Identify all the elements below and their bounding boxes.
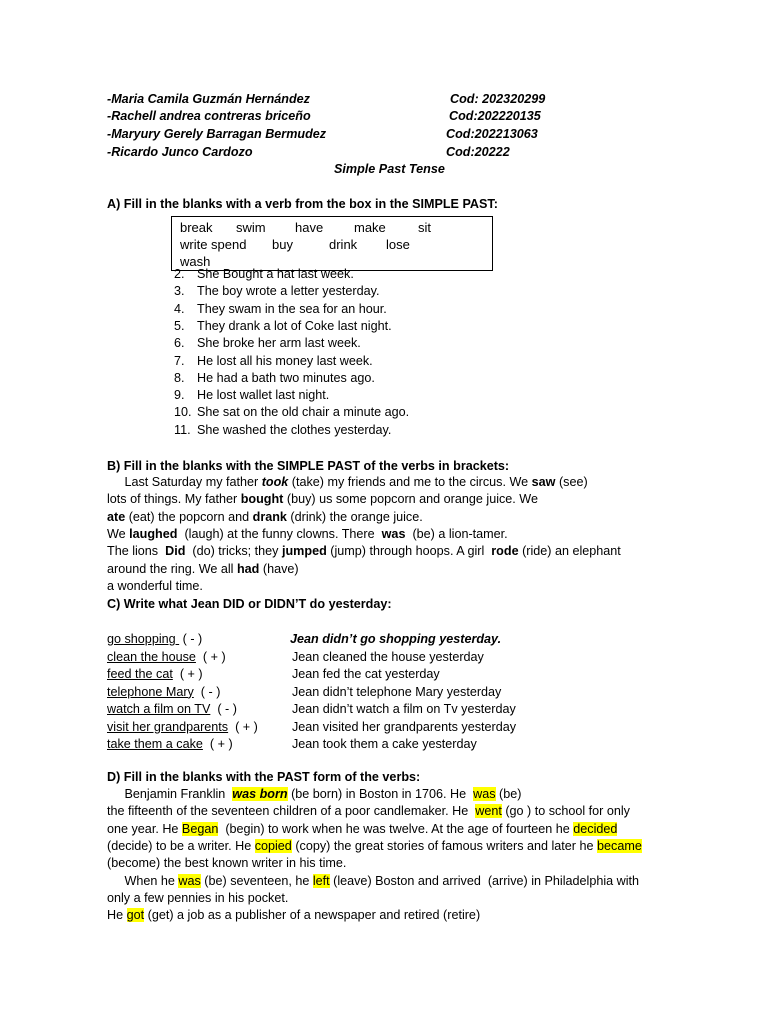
text-run: (eat) the popcorn and <box>125 509 253 524</box>
answer-word: laughed <box>129 526 178 541</box>
page-title: Simple Past Tense <box>334 162 445 176</box>
text-run: (be born) in Boston in 1706. He <box>287 787 474 801</box>
text-run: one year. He <box>107 821 182 836</box>
list-item-text: She broke her arm last week. <box>197 336 361 351</box>
section-a-heading: A) Fill in the blanks with a verb from the box in the SIMPLE PAST: <box>107 197 498 211</box>
paragraph-line <box>107 890 288 907</box>
prompt-verb: feed the cat <box>107 667 173 681</box>
text-run: Last Saturday my father <box>107 475 262 489</box>
text-run: (laugh) at the funny clowns. There <box>177 526 382 541</box>
text-run: (ride) an elephant <box>518 544 621 559</box>
prompt-verb: watch a film on TV <box>107 702 211 716</box>
list-item-text: He lost all his money last week. <box>197 353 373 368</box>
list-item-text: The boy wrote a letter yesterday. <box>197 284 380 299</box>
section-c-heading: C) Write what Jean DID or DIDN’T do yesterday: <box>107 597 392 611</box>
list-item-text: She sat on the old chair a minute ago. <box>197 405 410 420</box>
prompt-cell <box>107 736 233 753</box>
list-item-number: 2. <box>174 267 185 281</box>
student-code-3: Cod:202213063 <box>446 127 538 141</box>
text-run: When he <box>107 873 179 888</box>
answer-sentence: Jean took them a cake yesterday <box>292 737 477 751</box>
prompt-sign: ( - ) <box>210 702 237 716</box>
list-item-number: 6. <box>174 336 185 351</box>
paragraph-line <box>107 474 588 491</box>
text-run: (have) <box>259 561 299 576</box>
prompt-cell <box>107 631 202 648</box>
paragraph-line <box>107 543 621 560</box>
paragraph-line <box>107 803 630 820</box>
prompt-cell <box>107 684 220 701</box>
paragraph-line <box>107 491 538 508</box>
word-box-row-2 <box>180 237 410 253</box>
list-item-text: They swam in the sea for an hour. <box>197 301 387 316</box>
student-code-2: Cod:202220135 <box>449 109 541 123</box>
section-d-heading: D) Fill in the blanks with the PAST form of the verbs: <box>107 770 421 784</box>
answer-word: jumped <box>281 544 327 559</box>
list-item-text: He lost wallet last night. <box>197 388 330 403</box>
answer-word: drank <box>252 509 287 524</box>
list-item-text: He had a bath two minutes ago. <box>197 370 375 385</box>
text-run: (jump) through hoops. A girl <box>326 544 492 559</box>
text-run: a wonderful time. <box>107 578 203 593</box>
highlighted-answer: was born <box>232 787 288 801</box>
highlighted-answer: left <box>312 873 330 888</box>
list-item-number: 7. <box>174 353 185 368</box>
prompt-sign: ( + ) <box>195 649 226 664</box>
highlighted-answer: became <box>597 838 642 853</box>
student-name-4: -Ricardo Junco Cardozo <box>107 145 253 159</box>
paragraph-line <box>107 509 423 526</box>
prompt-sign: ( + ) <box>228 719 258 734</box>
paragraph-line <box>107 561 299 578</box>
text-run: (become) the best known writer in his time. <box>107 856 347 871</box>
list-item-text: They drank a lot of Coke last night. <box>197 318 392 333</box>
text-run: (go ) to school for only <box>501 804 630 819</box>
list-item-number: 9. <box>174 388 185 403</box>
student-name-2: -Rachell andrea contreras briceño <box>107 109 311 123</box>
text-run: The lions <box>107 544 166 559</box>
word-box-word: sit <box>418 220 431 235</box>
text-run: (take) my friends and me to the circus. We <box>288 475 532 489</box>
word-box-word: write spend <box>180 237 247 252</box>
text-run: (be) seventeen, he <box>200 873 313 888</box>
word-box-word: have <box>295 220 324 235</box>
text-run: (copy) the great stories of famous writers and later he <box>291 838 598 853</box>
answer-word: ate <box>107 509 126 524</box>
answer-sentence: Jean didn’t telephone Mary yesterday <box>292 684 502 699</box>
prompt-cell <box>107 701 237 718</box>
text-run: (be) a lion-tamer. <box>405 526 508 541</box>
word-box-word: wash <box>180 254 211 269</box>
student-name-1: -Maria Camila Guzmán Hernández <box>107 92 310 106</box>
highlighted-answer: copied <box>254 838 292 853</box>
student-name-3: -Maryury Gerely Barragan Bermudez <box>107 127 327 141</box>
paragraph-line <box>107 855 346 872</box>
section-b-heading: B) Fill in the blanks with the SIMPLE PAST of the verbs in brackets: <box>107 459 510 473</box>
highlighted-answer: decided <box>573 821 618 836</box>
word-box-word: lose <box>386 237 410 252</box>
highlighted-answer: was <box>178 873 201 888</box>
text-run: (leave) Boston and arrived (arrive) in Philadelphia with <box>329 873 640 888</box>
word-box-word: drink <box>329 237 358 252</box>
text-run: (be) <box>495 787 522 801</box>
prompt-verb: clean the house <box>107 649 196 664</box>
prompt-verb: go shopping <box>107 632 180 646</box>
paragraph-line <box>107 578 203 595</box>
answer-word: took <box>261 475 289 489</box>
paragraph-line <box>107 907 480 924</box>
text-run: He <box>107 908 127 923</box>
highlighted-answer: went <box>475 804 502 819</box>
highlighted-answer: Began <box>181 821 219 836</box>
list-item-number: 5. <box>174 318 185 333</box>
student-code-4: Cod:20222 <box>446 145 510 159</box>
word-box-word: swim <box>236 220 266 235</box>
prompt-cell <box>107 719 258 736</box>
prompt-verb: take them a cake <box>107 737 203 751</box>
list-item-number: 10. <box>174 405 192 420</box>
highlighted-answer: got <box>126 908 145 923</box>
highlighted-answer: was <box>473 787 496 801</box>
text-run: the fifteenth of the seventeen children of a poor candlemaker. He <box>107 804 476 819</box>
text-run: Benjamin Franklin <box>107 787 233 801</box>
list-item-number: 4. <box>174 301 185 316</box>
word-box-word: buy <box>272 237 293 252</box>
paragraph-line <box>107 786 521 803</box>
text-run: We <box>107 526 130 541</box>
text-run: lots of things. My father <box>107 492 241 507</box>
prompt-cell <box>107 666 203 683</box>
text-run: (decide) to be a writer. He <box>107 838 255 853</box>
answer-word: had <box>236 561 260 576</box>
paragraph-line <box>107 838 642 855</box>
text-run: (do) tricks; they <box>185 544 282 559</box>
paragraph-line <box>107 526 508 543</box>
text-run: (begin) to work when he was twelve. At the age of fourteen he <box>218 821 574 836</box>
list-item-number: 11. <box>174 422 191 437</box>
prompt-sign: ( - ) <box>193 684 221 699</box>
paragraph-line <box>107 873 639 890</box>
paragraph-line <box>107 821 617 838</box>
student-code-1: Cod: 202320299 <box>450 92 546 106</box>
list-item-number: 3. <box>174 284 185 299</box>
list-item-text: She Bought a hat last week. <box>197 267 354 281</box>
text-run: (buy) us some popcorn and orange juice. We <box>283 492 538 507</box>
word-box-word: break <box>180 220 213 235</box>
answer-word: saw <box>531 475 556 489</box>
answer-word: bought <box>240 492 284 507</box>
word-box-word: make <box>354 220 386 235</box>
text-run: (get) a job as a publisher of a newspaper and retired (retire) <box>144 908 481 923</box>
word-box <box>171 216 493 271</box>
answer-sentence: Jean visited her grandparents yesterday <box>292 719 517 734</box>
list-item-text: She washed the clothes yesterday. <box>197 422 392 437</box>
list-item-number: 8. <box>174 370 185 385</box>
prompt-sign: ( + ) <box>202 737 233 751</box>
prompt-verb: visit her grandparents <box>107 719 229 734</box>
answer-sentence: Jean didn’t watch a film on Tv yesterday <box>292 702 516 716</box>
text-run: only a few pennies in his pocket. <box>107 890 289 905</box>
word-box-row-1 <box>180 220 431 236</box>
answer-sentence: Jean fed the cat yesterday <box>292 667 440 681</box>
answer-sentence: Jean didn’t go shopping yesterday. <box>290 632 502 646</box>
prompt-cell <box>107 649 226 666</box>
answer-word: Did <box>165 544 186 559</box>
answer-sentence: Jean cleaned the house yesterday <box>292 649 484 664</box>
text-run: around the ring. We all <box>107 561 237 576</box>
prompt-sign: ( + ) <box>172 667 203 681</box>
text-run: (drink) the orange juice. <box>286 509 423 524</box>
prompt-verb: telephone Mary <box>107 684 194 699</box>
text-run: (see) <box>555 475 588 489</box>
answer-word: was <box>381 526 406 541</box>
answer-word: rode <box>491 544 519 559</box>
prompt-sign: ( - ) <box>179 632 203 646</box>
